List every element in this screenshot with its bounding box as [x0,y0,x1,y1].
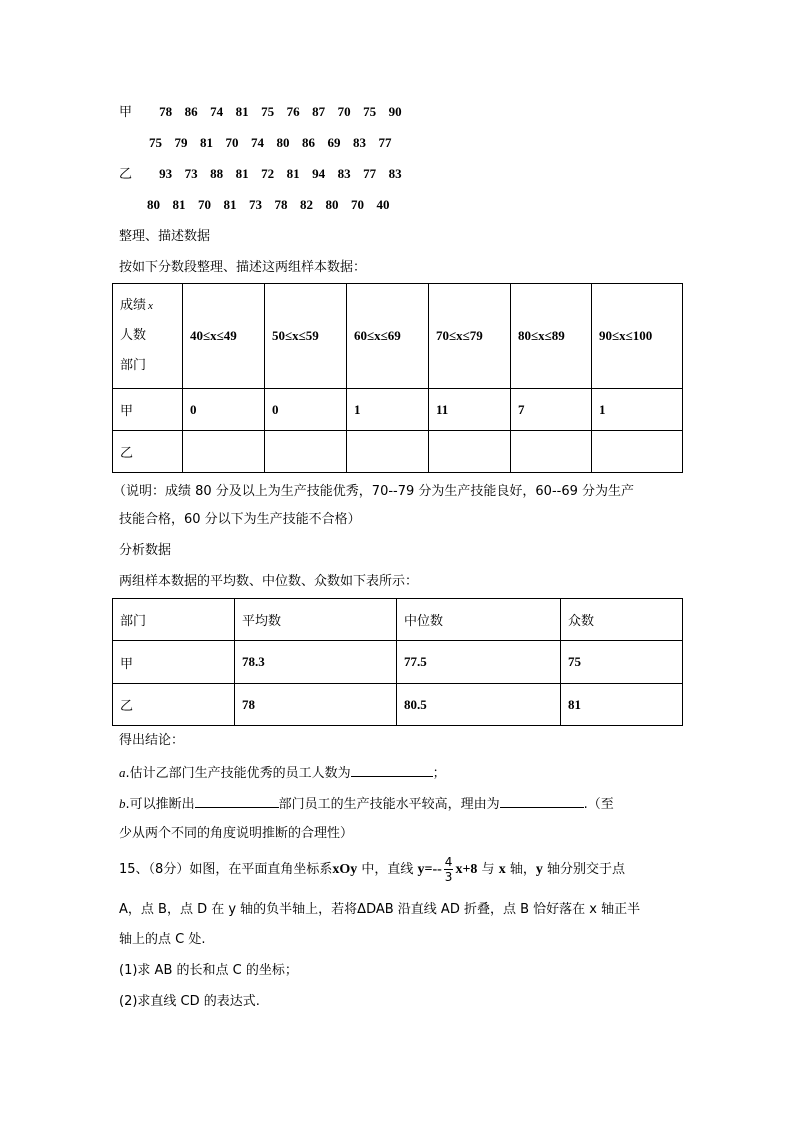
count-cell-blank[interactable] [347,431,429,473]
frequency-table [112,283,683,473]
question-1: (1)求 AB 的长和点 C 的坐标； [119,963,298,978]
header-range-40-49: 40≤x≤49 [183,284,265,389]
answer-blank-b-department[interactable] [195,795,279,808]
answer-blank-a[interactable] [351,764,433,777]
note-line-2: 技能合格，60 分以下为生产技能不合格） [119,512,361,527]
header-range-60-69: 60≤x≤69 [347,284,429,389]
count-cell: 0 [183,389,265,431]
section-heading-organize: 整理、描述数据 [119,229,211,244]
header-range-80-89: 80≤x≤89 [511,284,592,389]
section-heading-conclusion: 得出结论： [119,733,185,748]
raw-data-yi-row2 [147,197,402,214]
marker-b: b [119,796,126,811]
problem-15-line2: A，点 B，点 D 在 y 轴的负半轴上，若将ΔDAB 沿直线 AD 折叠，点 B 恰好落在 x 轴正半 [119,902,641,917]
header-range-50-59: 50≤x≤59 [265,284,347,389]
yi-values-2: 80 81 70 81 73 78 82 80 70 40 [147,197,390,212]
frequency-table-header-row [113,284,683,389]
jia-values-1: 78 86 74 81 75 76 87 70 75 90 [159,104,402,119]
answer-blank-b-reason[interactable] [500,795,584,808]
fraction-four-thirds: $\frac{4}{3}$ [444,855,453,884]
dept-cell: 乙 [113,684,235,726]
raw-data-jia-row2 [149,135,404,152]
statistics-table-row-yi [113,684,683,726]
count-cell: 1 [347,389,429,431]
conclusion-a: a.估计乙部门生产技能优秀的员工人数为 ； [119,765,446,781]
organize-instruction: 按如下分数段整理、描述这两组样本数据： [119,260,367,275]
statistics-table-header-row [113,599,683,641]
mean-cell: 78 [235,684,397,726]
dept-cell: 甲 [113,641,235,684]
corner-header-cell: 成绩 x 人数 部门 [113,284,183,389]
raw-data-jia-row1 [119,104,414,121]
count-cell-blank[interactable] [265,431,347,473]
note-line-1: （说明：成绩 80 分及以上为生产技能优秀，70--79 分为生产技能良好，60--69 分为生产 [113,484,635,499]
header-mode: 众数 [561,599,683,641]
count-cell: 0 [265,389,347,431]
count-cell-blank[interactable] [592,431,683,473]
conclusion-b: b.可以推断出 部门员工的生产技能水平较高，理由为 .（至 [119,796,614,812]
question-2: (2)求直线 CD 的表达式. [119,994,260,1009]
header-mean: 平均数 [235,599,397,641]
marker-a: a [119,765,126,780]
dept-label-jia: 甲 [119,105,133,120]
raw-data-yi-row1 [119,166,414,183]
dept-cell: 乙 [113,431,183,473]
mean-cell: 78.3 [235,641,397,684]
count-cell: 11 [429,389,511,431]
conclusion-b-line2: 少从两个不同的角度说明推断的合理性） [119,826,354,841]
dept-cell: 甲 [113,389,183,431]
problem-15-line3: 轴上的点 C 处. [119,932,206,947]
header-range-70-79: 70≤x≤79 [429,284,511,389]
statistics-table-row-jia [113,641,683,684]
dept-label-yi: 乙 [119,167,133,182]
frequency-table-row-jia [113,389,683,431]
header-range-90-100: 90≤x≤100 [592,284,683,389]
jia-values-2: 75 79 81 70 74 80 86 69 83 77 [149,135,392,150]
median-cell: 77.5 [397,641,561,684]
problem-15-line1: 15、（8分）如图，在平面直角坐标系xOy 中，直线 y=-- $\frac{4}{3}$ x+8 与 x 轴，y 轴分别交于点 [119,855,625,884]
mode-cell: 75 [561,641,683,684]
count-cell: 7 [511,389,592,431]
section-heading-analyze: 分析数据 [119,543,172,558]
header-median: 中位数 [397,599,561,641]
analyze-instruction: 两组样本数据的平均数、中位数、众数如下表所示： [119,574,419,589]
median-cell: 80.5 [397,684,561,726]
count-cell-blank[interactable] [511,431,592,473]
frequency-table-row-yi [113,431,683,473]
count-cell-blank[interactable] [429,431,511,473]
count-cell-blank[interactable] [183,431,265,473]
yi-values-1: 93 73 88 81 72 81 94 83 77 83 [159,166,402,181]
statistics-table [112,598,683,726]
count-cell: 1 [592,389,683,431]
mode-cell: 81 [561,684,683,726]
header-dept: 部门 [113,599,235,641]
